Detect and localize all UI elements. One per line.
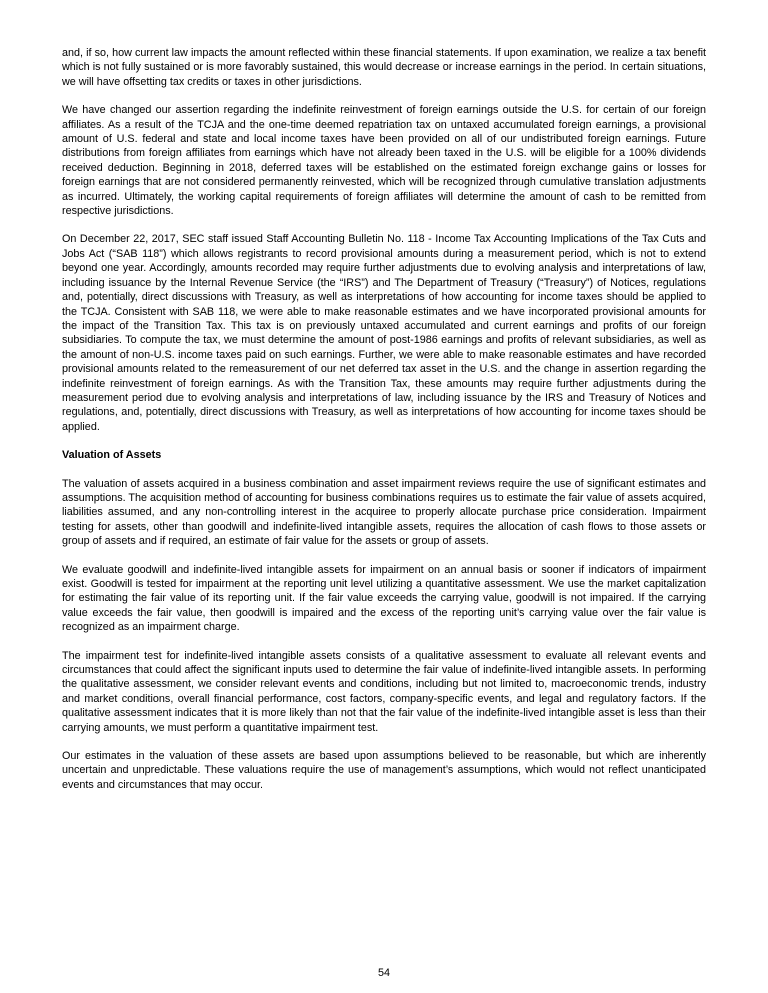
paragraph-foreign-earnings-reinvestment: We have changed our assertion regarding the indefinite reinvestment of foreign earnings outside the U.S. for certain of our foreign affiliates. As a result of the TCJA and the one-time deemed repatriation tax on untaxed accumulated foreign earnings, a provisional amount of U.S. federal and state and local income taxes have been provided on all of our undistributed foreign earnings. Future distributions from foreign affiliates from earnings which have not already been taxed in the U.S. will be eligible for a 100% dividends received deduction. Beginning in 2018, deferred taxes will be established on the estimated foreign exchange gains or losses for foreign earnings that are not considered permanently reinvested, which will be recognized through cumulative translation adjustments as incurred. Ultimately, the working capital requirements of foreign affiliates will determine the amount of cash to be remitted from respective jurisdictions. [62, 104, 706, 218]
paragraph-indefinite-lived-impairment-test: The impairment test for indefinite-lived intangible assets consists of a qualitative assessment to evaluate all relevant events and circumstances that could affect the significant inputs used to determine the fair value of indefinite-lived intangible assets. In performing the qualitative assessment, we consider relevant events and conditions, including but not limited to, macroeconomic trends, industry and market conditions, overall financial performance, cost factors, company-specific events, and legal and regulatory factors. If the qualitative assessment indicates that it is more likely than not that the fair value of the indefinite-lived intangible asset is less than their carrying amounts, we must perform a quantitative impairment test. [62, 649, 706, 734]
paragraph-sab-118: On December 22, 2017, SEC staff issued Staff Accounting Bulletin No. 118 - Income Tax Accounting Implications of the Tax Cuts and Jobs Act (“SAB 118”) which allows registrants to record provisional amounts during a measurement period, which is not to extend beyond one year. Accordingly, amounts recorded may require further adjustments due to evolving analysis and interpretations of law, including issuance by the Internal Revenue Service (the “IRS”) and The Department of Treasury (“Treasury”) of Notices, regulations and, potentially, direct discussions with Treasury, as well as interpretations of how accounting for income taxes should be applied to the TCJA. Consistent with SAB 118, we were able to make reasonable estimates and we have incorporated provisional amounts for the impact of the Transition Tax. This tax is on previously untaxed accumulated and current earnings and profits of our foreign subsidiaries. To compute the tax, we must determine the amount of post-1986 earnings and profits of relevant subsidiaries, as well as the amount of non-U.S. income taxes paid on such earnings. Further, we were able to make reasonable estimates and have recorded provisional amounts related to the remeasurement of our net deferred tax asset in the U.S. and the change in assertion regarding the indefinite reinvestment of foreign earnings. As with the Transition Tax, these amounts may require further adjustments during the measurement period due to evolving analysis and interpretations of law, including issuance by the IRS and Treasury of Notices and regulations, and, potentially, direct discussions with Treasury, as well as interpretations of how accounting for income taxes should be applied. [62, 233, 706, 433]
paragraph-valuation-estimates: Our estimates in the valuation of these assets are based upon assumptions believed to be reasonable, but which are inherently uncertain and unpredictable. These valuations require the use of management’s assumptions, which would not reflect unanticipated events and circumstances that may occur. [62, 750, 706, 791]
paragraph-tax-law-impact: and, if so, how current law impacts the amount reflected within these financial statements. If upon examination, we realize a tax benefit which is not fully sustained or is more favorably sustained, this would decrease or increase earnings in the period. In certain situations, we will have offsetting tax credits or taxes in other jurisdictions. [62, 47, 706, 88]
page-number: 54 [377, 966, 390, 979]
paragraph-valuation-of-assets: The valuation of assets acquired in a business combination and asset impairment reviews require the use of significant estimates and assumptions. The acquisition method of accounting for business combinations requires us to estimate the fair value of assets acquired, liabilities assumed, and any non-controlling interest in the acquiree to properly allocate purchase price consideration. Impairment testing for assets, other than goodwill and indefinite-lived intangible assets, requires the allocation of cash flows to those assets or group of assets and if required, an estimate of fair value for the assets or group of assets. [62, 477, 706, 548]
paragraph-goodwill-impairment: We evaluate goodwill and indefinite-lived intangible assets for impairment on an annual basis or sooner if indicators of impairment exist. Goodwill is tested for impairment at the reporting unit level utilizing a quantitative assessment. We use the market capitalization for estimating the fair value of its reporting unit. If the fair value exceeds the carrying value, goodwill is not impaired. If the carrying value exceeds the fair value, then goodwill is impaired and the excess of the reporting unit’s carrying value over the fair value is recognized as an impairment charge. [62, 563, 706, 634]
section-heading-valuation-of-assets: Valuation of Assets [62, 449, 162, 462]
